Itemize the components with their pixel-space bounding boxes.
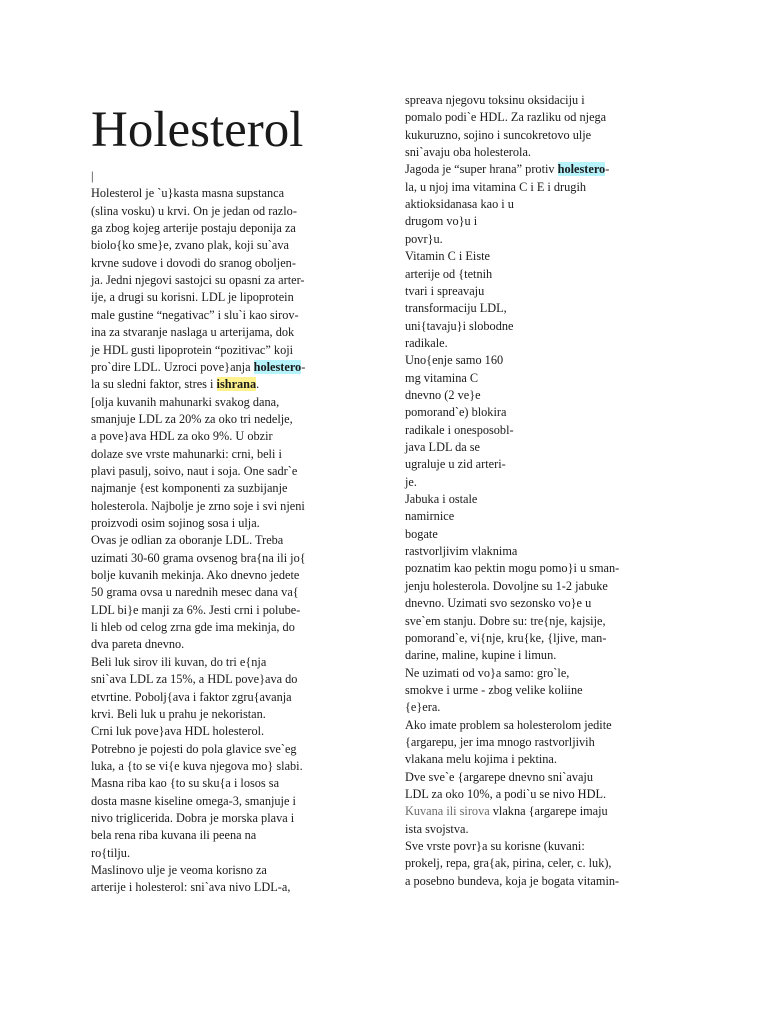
text-line bbox=[405, 770, 593, 785]
text-line bbox=[405, 162, 609, 177]
text-line bbox=[405, 180, 586, 195]
text-line bbox=[91, 325, 294, 340]
text-line bbox=[405, 145, 531, 160]
text-line bbox=[91, 516, 260, 531]
text-span: holesterola. Najbolje je zrno soje i svi njeni bbox=[91, 498, 305, 513]
text-line bbox=[91, 204, 297, 219]
text-span: (slina vosku) u krvi. On je jedan od razlo- bbox=[91, 203, 297, 218]
text-span: ga zbog kojeg arterije postaju deponija za bbox=[91, 221, 296, 236]
text-line bbox=[91, 221, 296, 236]
text-line bbox=[91, 533, 283, 548]
text-span: ugraluje u zid arteri- bbox=[405, 457, 506, 472]
text-span: tvari i spreavaju bbox=[405, 283, 485, 298]
text-line bbox=[91, 707, 266, 722]
text-span: LDL bi}e manji za 6%. Jesti crni i polube- bbox=[91, 602, 301, 617]
text-span: je. bbox=[405, 474, 417, 489]
text-line bbox=[405, 700, 440, 715]
text-span: bolje kuvanih mekinja. Ako dnevno jedete bbox=[91, 568, 300, 583]
text-span: dosta masne kiseline omega-3, smanjuje i bbox=[91, 793, 296, 808]
text-span: Maslinovo ulje je veoma korisno za bbox=[91, 863, 267, 877]
text-line bbox=[91, 603, 300, 618]
gray-text-span: Kuvana ili sirova bbox=[405, 804, 490, 819]
text-line bbox=[405, 284, 484, 299]
text-span: plavi pasulj, soivo, naut i soja. One sadr`e bbox=[91, 463, 298, 478]
text-line bbox=[91, 672, 297, 687]
text-span: etvrtine. Pobolj{ava i faktor zgru{avanja bbox=[91, 689, 292, 704]
text-line bbox=[91, 759, 303, 774]
text-span: rastvorljivim vlaknima bbox=[405, 544, 518, 559]
text-span: drugom vo}u i bbox=[405, 214, 478, 229]
text-line bbox=[405, 267, 492, 282]
highlighted-term: ishrana bbox=[216, 377, 257, 392]
text-line bbox=[91, 776, 279, 791]
text-line bbox=[91, 742, 297, 757]
text-line bbox=[91, 811, 294, 826]
text-line bbox=[91, 412, 293, 427]
text-line bbox=[91, 655, 266, 670]
text-span: uni{tavaju}i slobodne bbox=[405, 318, 514, 333]
text-line bbox=[91, 377, 259, 392]
text-line bbox=[405, 492, 477, 507]
text-line bbox=[91, 308, 299, 323]
text-span: proizvodi osim sojinog sosa i ulja. bbox=[91, 516, 260, 530]
text-span: Masna riba kao {to su sku{a i losos sa bbox=[91, 776, 280, 791]
text-span: dolaze sve vrste mahunarki: crni, beli i bbox=[91, 446, 282, 461]
text-line bbox=[405, 353, 503, 368]
text-line bbox=[405, 527, 438, 542]
text-line bbox=[405, 301, 507, 316]
text-line bbox=[405, 509, 454, 524]
text-span: male gustine “negativac” i slu`i kao sirov- bbox=[91, 307, 299, 322]
text-line bbox=[405, 128, 591, 143]
highlighted-term: holestero bbox=[557, 162, 606, 177]
text-span: Sve vrste povr}a su korisne (kuvani: bbox=[405, 839, 585, 854]
text-span: luka, a {to se vi{e kuva njegova mo} slabi. bbox=[91, 758, 303, 773]
text-line bbox=[405, 561, 619, 576]
text-span: LDL za oko 10%, a podi`u se nivo HDL. bbox=[405, 787, 607, 801]
text-span: Holesterol je `u}kasta masna supstanca bbox=[91, 186, 285, 201]
text-line bbox=[91, 343, 293, 358]
text-line bbox=[405, 839, 585, 854]
text-line bbox=[405, 249, 490, 264]
text-line bbox=[91, 186, 284, 201]
text-line bbox=[405, 787, 606, 802]
text-span: Uno{enje samo 160 bbox=[405, 353, 504, 368]
text-span: pomorand`e, vi{nje, kru{ke, {ljive, man- bbox=[405, 630, 607, 645]
text-span: mg vitamina C bbox=[405, 370, 479, 385]
text-span: je HDL gusti lipoprotein “pozitivac” koji bbox=[91, 342, 294, 357]
text-line bbox=[405, 336, 448, 351]
text-line bbox=[405, 214, 477, 229]
text-span: Potrebno je pojesti do pola glavice sve`eg bbox=[91, 741, 297, 756]
text-line bbox=[405, 822, 469, 837]
text-span: ja. Jedni njegovi sastojci su opasni za arter- bbox=[91, 273, 305, 288]
text-line bbox=[405, 232, 443, 247]
text-line bbox=[405, 735, 595, 750]
text-line bbox=[91, 273, 305, 288]
text-line bbox=[405, 405, 506, 420]
text-span: {argarepu, jer ima mnogo rastvorljivih bbox=[405, 734, 595, 749]
text-line bbox=[405, 683, 583, 698]
text-span: Vitamin C i Eiste bbox=[405, 249, 490, 264]
text-span: Ovas je odlian za oboranje LDL. Treba bbox=[91, 533, 284, 548]
text-span: radikale. bbox=[405, 335, 448, 350]
text-line bbox=[91, 690, 292, 705]
text-span: Ne uzimati od vo}a samo: gro`le, bbox=[405, 665, 570, 680]
text-span: arterije od {tetnih bbox=[405, 266, 493, 281]
text-span: sni`avaju oba holesterola. bbox=[405, 145, 532, 160]
text-line bbox=[91, 256, 296, 271]
text-line bbox=[405, 93, 585, 108]
text-span: bela rena riba kuvana ili peena na bbox=[91, 828, 257, 843]
text-span: spreava njegovu toksinu oksidaciju i bbox=[405, 93, 585, 107]
text-span: najmanje {est komponenti za suzbijanje bbox=[91, 481, 288, 496]
text-line bbox=[405, 856, 612, 871]
text-span: transformaciju LDL, bbox=[405, 301, 507, 316]
text-line bbox=[91, 499, 305, 514]
text-span: arterije i holesterol: sni`ava nivo LDL-a, bbox=[91, 880, 291, 895]
text-span: poznatim kao pektin mogu pomo}i u sman- bbox=[405, 561, 620, 576]
text-line bbox=[91, 585, 299, 600]
text-span: Ako imate problem sa holesterolom jedite bbox=[405, 717, 612, 732]
text-line bbox=[91, 169, 93, 184]
text-span: - bbox=[605, 162, 610, 177]
text-span: prokelj, repa, gra{ak, pirina, celer, c. luk), bbox=[405, 856, 612, 871]
text-span: la, u njoj ima vitamina C i E i drugih bbox=[405, 179, 587, 194]
text-span: smanjuje LDL za 20% za oko tri nedelje, bbox=[91, 411, 293, 426]
text-line bbox=[405, 440, 480, 455]
text-line bbox=[91, 395, 279, 410]
text-span: jenju holesterola. Dovoljne su 1-2 jabuke bbox=[405, 578, 608, 593]
text-span: povr}u. bbox=[405, 231, 443, 246]
text-span: pro`dire LDL. Uzroci pove}anja bbox=[91, 359, 254, 374]
text-line bbox=[405, 197, 514, 212]
text-span: java LDL da se bbox=[405, 440, 481, 454]
text-span: kukuruzno, sojino i suncokretovo ulje bbox=[405, 127, 592, 142]
text-line bbox=[405, 718, 612, 733]
highlighted-term: holestero bbox=[253, 359, 302, 374]
text-span: - bbox=[301, 359, 306, 374]
text-span: {e}era. bbox=[405, 700, 441, 715]
text-span: bogate bbox=[405, 526, 438, 541]
text-span: krvi. Beli luk u prahu je nekoristan. bbox=[91, 706, 266, 721]
text-line bbox=[91, 568, 299, 583]
text-span: Jabuka i ostale bbox=[405, 492, 478, 507]
text-line bbox=[91, 828, 256, 843]
text-line bbox=[405, 614, 606, 629]
text-line bbox=[405, 648, 556, 663]
text-span: dva pareta dnevno. bbox=[91, 637, 185, 652]
text-span: Dve sve`e {argarepe dnevno sni`avaju bbox=[405, 769, 594, 784]
text-span: 50 grama ovsa u narednih mesec dana va{ bbox=[91, 585, 299, 600]
text-span: pomalo podi`e HDL. Za razliku od njega bbox=[405, 110, 607, 125]
text-line bbox=[91, 290, 294, 305]
text-span: sve`em stanju. Dobre su: tre{nje, kajsije, bbox=[405, 613, 606, 628]
text-span: Beli luk sirov ili kuvan, do tri e{nja bbox=[91, 654, 267, 669]
text-span: sni`ava LDL za 15%, a HDL pove}ava do bbox=[91, 672, 298, 687]
text-span: smokve i urme - zbog velike koliine bbox=[405, 682, 583, 697]
text-span: nivo triglicerida. Dobra je morska plava i bbox=[91, 810, 295, 825]
text-span: li hleb od celog zrna gde ima mekinja, do bbox=[91, 620, 295, 635]
text-line bbox=[405, 804, 608, 819]
text-line bbox=[91, 846, 130, 861]
text-line bbox=[91, 464, 297, 479]
text-line bbox=[405, 752, 557, 767]
text-line bbox=[405, 319, 513, 334]
text-span: krvne sudove i dovodi do sranog oboljen- bbox=[91, 255, 296, 270]
text-span: uzimati 30-60 grama ovsenog bra{na ili jo{ bbox=[91, 550, 306, 565]
text-line bbox=[405, 579, 608, 594]
document-title: Holesterol bbox=[91, 102, 304, 158]
text-line bbox=[91, 620, 295, 635]
text-span: a posebno bundeva, koja je bogata vitamin- bbox=[405, 873, 620, 888]
text-line bbox=[91, 429, 273, 444]
text-span: [olja kuvanih mahunarki svakog dana, bbox=[91, 394, 280, 409]
text-span: dnevno (2 ve}e bbox=[405, 387, 481, 402]
text-line bbox=[91, 551, 306, 566]
text-line bbox=[405, 631, 606, 646]
text-span: ro{tilju. bbox=[91, 845, 131, 860]
text-line bbox=[91, 238, 289, 253]
text-span: ista svojstva. bbox=[405, 821, 469, 836]
text-span: Crni luk pove}ava HDL holesterol. bbox=[91, 724, 265, 739]
text-span: | bbox=[91, 169, 94, 183]
text-line bbox=[405, 874, 619, 889]
text-span: ina za stvaranje naslaga u arterijama, dok bbox=[91, 325, 295, 340]
text-line bbox=[405, 666, 569, 681]
text-span: Jagoda je “super hrana” protiv bbox=[405, 162, 558, 177]
text-span: radikale i onesposobl- bbox=[405, 422, 514, 437]
text-line bbox=[405, 544, 517, 559]
text-line bbox=[405, 388, 481, 403]
text-span: ije, a drugi su korisni. LDL je lipoprotein bbox=[91, 290, 294, 305]
text-span: la su sledni faktor, stres i bbox=[91, 377, 217, 392]
text-span: aktioksidanasa kao i u bbox=[405, 197, 514, 212]
text-line bbox=[405, 475, 417, 490]
text-span: dnevno. Uzimati svo sezonsko vo}e u bbox=[405, 596, 592, 611]
text-span: a pove}ava HDL za oko 9%. U obzir bbox=[91, 429, 273, 444]
text-line bbox=[405, 423, 514, 438]
text-line bbox=[91, 724, 264, 739]
text-line bbox=[91, 794, 296, 809]
text-line bbox=[91, 880, 290, 895]
text-span: . bbox=[256, 377, 260, 392]
text-span: vlakana melu kojima i pektina. bbox=[405, 752, 557, 767]
text-span: darine, maline, kupine i limun. bbox=[405, 648, 557, 663]
text-span: biolo{ko sme}e, zvano plak, koji su`ava bbox=[91, 238, 289, 253]
text-line bbox=[405, 457, 506, 472]
text-line bbox=[91, 360, 305, 375]
text-line bbox=[91, 447, 282, 462]
text-line bbox=[405, 110, 606, 125]
text-span: vlakna {argarepe imaju bbox=[489, 804, 608, 819]
text-line bbox=[405, 596, 591, 611]
text-line bbox=[91, 863, 267, 878]
text-line bbox=[405, 371, 478, 386]
text-span: pomorand`e) blokira bbox=[405, 405, 507, 420]
text-line bbox=[91, 637, 184, 652]
text-span: namirnice bbox=[405, 509, 455, 524]
text-line bbox=[91, 481, 287, 496]
